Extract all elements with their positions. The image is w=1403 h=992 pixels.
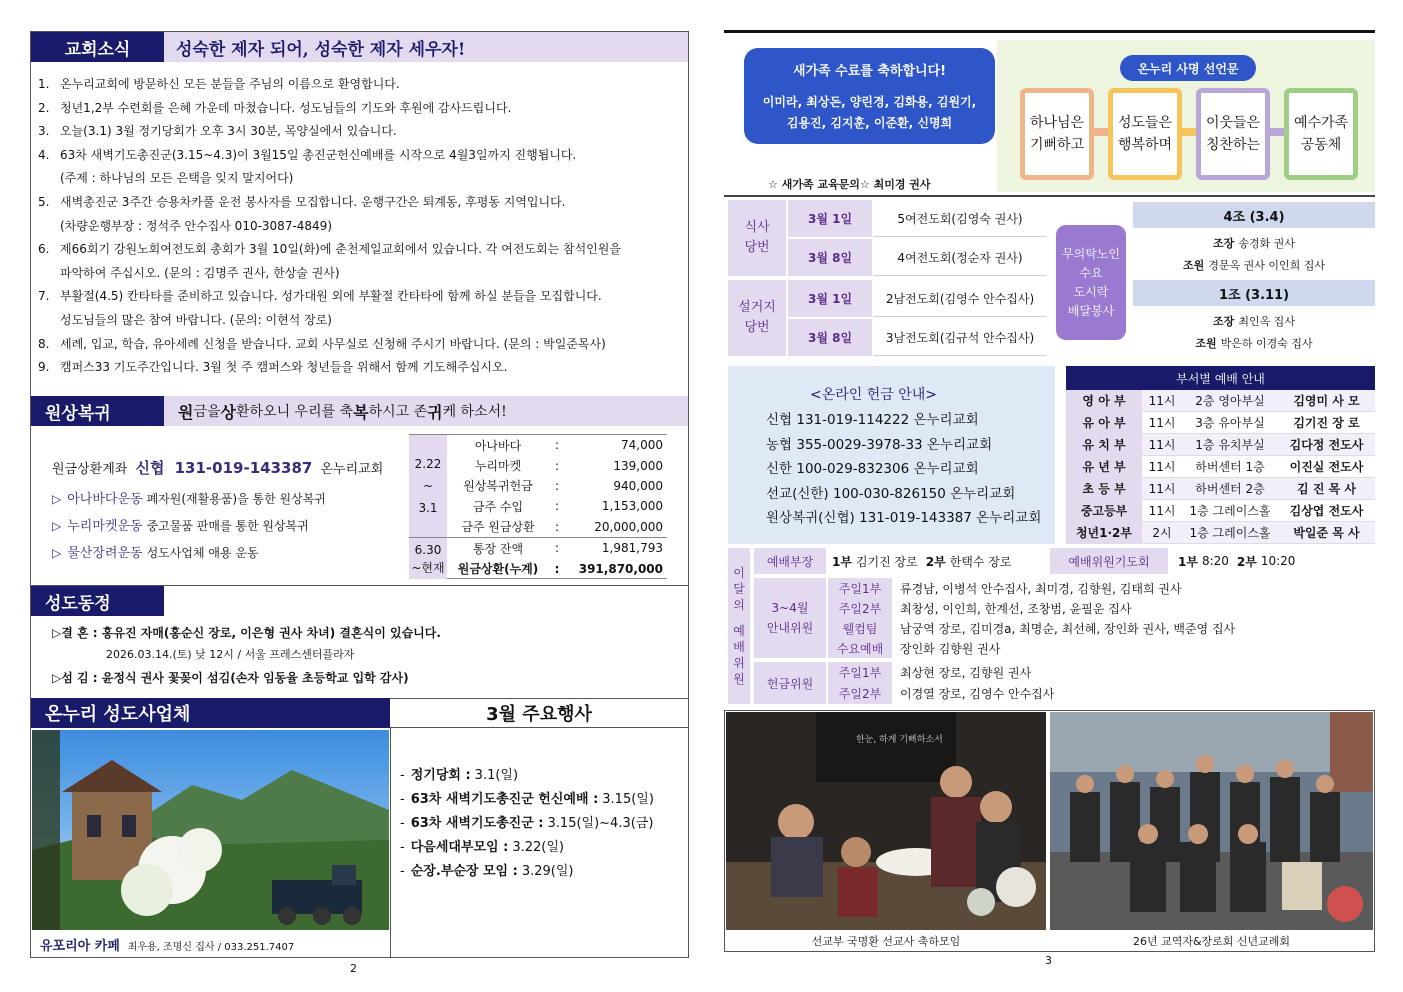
members-wedding: [52, 624, 441, 641]
repay-row-label: 금주 원금상환: [461, 520, 535, 535]
worship-guide-key: 웰컴팀: [828, 618, 892, 638]
right-mid-rule: [724, 195, 1375, 197]
wedding-text: 홍유진 자매(홍순신 장로, 이은형 권사 차녀) 결혼식이 있습니다.: [101, 626, 441, 640]
members-top-line: [31, 585, 688, 586]
duty-date: 3월 8일: [788, 239, 872, 276]
business-divider: [390, 728, 391, 958]
photo-2-svg: [1050, 712, 1373, 930]
lunch-member-role: 조원: [1195, 337, 1217, 350]
mission-item: [1020, 88, 1094, 180]
repay-row-label: 아나바다: [474, 438, 522, 453]
dept-cell: 하버센터 1층: [1195, 460, 1265, 474]
repay-row: [449, 517, 667, 537]
repay-bullet: [52, 540, 402, 567]
repay-row-label: 원금상환(누계): [457, 562, 539, 577]
dept-cell: 초 등 부: [1066, 478, 1142, 500]
wedding-label: ▷결 혼 :: [52, 626, 98, 640]
duty-date: 3월 1일: [788, 280, 872, 317]
mission-line-1: 예수가족: [1293, 115, 1349, 131]
dept-row: [1066, 456, 1375, 478]
dept-table: [1066, 366, 1375, 544]
lunch-member-line: [1133, 335, 1375, 351]
duty-table: [728, 200, 1046, 356]
repay-row-label: 누리마켓: [474, 459, 522, 474]
worship-side-char: 원: [733, 672, 745, 686]
worship-head-part: 1부: [832, 554, 852, 569]
event-label: 63차 새벽기도총진군 :: [410, 816, 544, 831]
news-item-text: 제66회기 강원노회여전도회 총회가 3월 10일(화)에 춘천제일교회에서 있습니다. 각 여전도회는 참석인원을: [60, 242, 621, 257]
event-dash: -: [400, 864, 405, 879]
worship-offer-value: 이경열 장로, 김영수 안수집사: [900, 687, 1055, 701]
events-section-title: 3월 주요행사: [390, 698, 688, 728]
duty-who: 5여전도회(김영숙 권사): [874, 200, 1046, 237]
repay-row-value: 1,153,000: [601, 499, 663, 514]
news-item-text: 새벽총진군 3주간 승용차카풀 운전 봉사자를 모집합니다. 운행구간은 퇴계동, 후평동 지역입니다.: [60, 194, 566, 209]
event-dash: -: [400, 840, 405, 855]
mission-connector: [1182, 128, 1196, 136]
news-item-line: [38, 215, 688, 239]
news-item-line: [38, 73, 688, 97]
lunch-member-line: [1133, 257, 1375, 273]
dept-row: [1066, 478, 1375, 500]
lunch-groups: [1133, 202, 1375, 358]
motto-part: 금을: [193, 404, 221, 420]
dept-cell: 11시: [1148, 394, 1176, 408]
news-item-text: 부활절(4.5) 칸타타를 준비하고 있습니다. 성가대원 외에 부활절 칸타타에 함께 하실 분들을 모집합니다.: [60, 289, 602, 304]
motto-part: 복: [353, 402, 369, 422]
photo-1-svg: [726, 712, 1046, 930]
cafe-name: 유포리아 카페: [40, 939, 120, 954]
period-text: ~현재: [411, 560, 445, 575]
motto-part: 상: [220, 402, 236, 422]
event-item: [400, 788, 685, 812]
offering-line: 신협 131-019-114222 온누리교회: [766, 412, 979, 428]
worship-side-char: 달: [733, 582, 745, 596]
worship-offer-key: 주일1부: [828, 662, 892, 683]
worship-guide-value: 최창성, 이인희, 한계선, 조창범, 윤필운 집사: [900, 601, 1132, 616]
worship-guide-key: 주일1부: [828, 578, 892, 598]
worship-prayer-value: [1178, 548, 1368, 574]
repay-row-value: 1,981,793: [601, 541, 663, 556]
repay-row-label: 금주 수입: [472, 499, 524, 514]
worship-guide-label: [754, 578, 826, 658]
duty-who: 3남전도회(김규석 안수집사): [874, 319, 1046, 356]
event-item: [400, 764, 685, 788]
duty-who: 2남전도회(김영수 안수집사): [874, 280, 1046, 317]
repay-table: [409, 434, 667, 579]
worship-side-char: 예: [733, 624, 745, 638]
dept-cell: 박일준 목 사: [1293, 526, 1360, 540]
offering-line: 농협 355-0029-3978-33 온누리교회: [766, 436, 993, 453]
dept-cell: 청년1·2부: [1066, 522, 1142, 544]
news-item-line: [38, 262, 688, 286]
news-item-line: [38, 285, 688, 309]
dept-cell: 3층 유아부실: [1195, 416, 1265, 430]
dept-cell: 중고등부: [1066, 500, 1142, 522]
dept-cell: 11시: [1148, 460, 1176, 474]
news-item-line: [38, 120, 688, 144]
news-item-text: 성도님들의 많은 참여 바랍니다. (문의: 이현석 장로): [60, 312, 332, 327]
news-item-text: 오늘(3.1) 3월 정기당회가 오후 3시 30분, 목양실에서 있습니다.: [60, 124, 397, 139]
dept-cell: 김다정 전도사: [1289, 438, 1364, 452]
dept-cell: 1층 그레이스홀: [1189, 526, 1271, 540]
period-text: 3.1: [418, 501, 438, 515]
news-item-text: 캠퍼스33 기도주간입니다. 3월 첫 주 캠퍼스와 청년들을 위해서 함께 기도해주십시오.: [60, 360, 508, 375]
news-item-line: [38, 144, 688, 168]
repay-row-colon: :: [554, 499, 560, 514]
news-item-line: [38, 356, 688, 380]
motto-part: 케 하소서!: [442, 404, 507, 420]
mission-line-2: 기뻐하고: [1029, 137, 1085, 153]
photo-2-caption: 26년 교역자&장로회 신년교례회: [1132, 935, 1291, 948]
offering-line: 선교(신한) 100-030-826150 온누리교회: [766, 485, 1016, 502]
news-item-text: 세례, 입교, 학습, 유아세례 신청을 받습니다. 교회 사무실로 신청해 주시기 바랍니다. (문의 : 박일준목사): [60, 336, 606, 351]
repay-row-value: 20,000,000: [594, 519, 663, 534]
worship-head-value: [832, 548, 1042, 574]
repay-motto-bar: [164, 396, 688, 426]
lunch-members: 경문옥 권사 이인희 집사: [1208, 259, 1325, 272]
lunch-leader-line: [1133, 313, 1375, 329]
worship-guide-value: 류경남, 이병석 안수집사, 최미경, 김향원, 김태희 권사: [900, 581, 1182, 596]
repay-bullet-name: 아나바다운동: [67, 492, 143, 507]
duty-who: 4여전도회(정순자 권사): [874, 239, 1046, 276]
lunch-leader-role: 조장: [1213, 315, 1235, 328]
right-page-number: 3: [1045, 954, 1052, 967]
news-item-line: [38, 167, 688, 191]
event-dash: -: [400, 816, 405, 831]
offering-line: 원상복귀(신협) 131-019-143387 온누리교회: [766, 510, 1042, 526]
event-label: 다음세대부모임 :: [410, 840, 509, 855]
repay-period-1: [409, 435, 447, 537]
lunch-label-line: 배달봉사: [1067, 303, 1115, 318]
event-item: [400, 836, 685, 860]
worship-head-part: 2부: [925, 554, 946, 569]
worship-prayer-part: 8:20: [1201, 554, 1229, 568]
worship-side-char: 배: [733, 640, 745, 654]
mission-title: 온누리 사명 선언문: [1120, 55, 1256, 81]
photo-2: [1050, 712, 1373, 930]
worship-side-char: 이: [733, 566, 745, 580]
mission-items: [1020, 88, 1372, 180]
repay-bullet-name: 누리마켓운동: [67, 519, 143, 534]
worship-offer-key: 주일2부: [828, 683, 892, 704]
repay-row-colon: :: [554, 458, 560, 473]
worship-guide-value: 남궁역 장로, 김미경a, 최명순, 최선혜, 장인화 권사, 백준영 집사: [900, 621, 1236, 636]
news-item-line: [38, 97, 688, 121]
news-item-number: 2.: [38, 100, 50, 115]
event-date: 3.29(일): [521, 864, 574, 879]
worship-guide-key: 주일2부: [828, 598, 892, 618]
worship-guide-label-line: 3~4월: [771, 601, 809, 615]
worship-offer-value: 최상현 장로, 김향원 권사: [900, 666, 1032, 680]
news-item-number: 4.: [38, 147, 50, 162]
worship-offer-label: 헌금위원: [754, 662, 826, 704]
dept-cell: 김영미 사 모: [1293, 394, 1360, 408]
dept-cell: 1층 유치부실: [1195, 438, 1265, 452]
dept-row: [1066, 390, 1375, 412]
repay-row-colon: :: [554, 478, 560, 493]
news-item-number: 7.: [38, 289, 50, 304]
members-thanks: [52, 669, 409, 686]
event-item: [400, 860, 685, 884]
lunch-group-head: 1조 (3.11): [1133, 280, 1375, 306]
repay-period-2: [409, 538, 447, 579]
worship-head-label: 예배부장: [754, 548, 826, 574]
repay-bullet-desc: 중고물품 판매를 통한 원상복귀: [146, 519, 309, 533]
repay-row: [449, 559, 667, 580]
lunch-label-line: 수요: [1079, 265, 1103, 280]
repay-row-colon: :: [554, 438, 560, 453]
lunch-leader-line: [1133, 235, 1375, 251]
event-item: [400, 812, 685, 836]
event-label: 63차 새벽기도총진군 헌신예배 :: [410, 792, 599, 807]
news-item-number: 8.: [38, 336, 50, 351]
photo-1: [726, 712, 1046, 930]
repay-row: [449, 538, 667, 559]
repay-account-number: 131-019-143387: [174, 459, 313, 477]
mission-connector: [1094, 128, 1108, 136]
lunch-label: [1056, 225, 1126, 340]
dept-row: [1066, 434, 1375, 456]
mission-item: [1284, 88, 1358, 180]
repay-section-title: 원상복귀: [31, 396, 164, 426]
mission-line-2: 행복하며: [1117, 137, 1173, 153]
news-item-line: [38, 333, 688, 357]
dept-cell: 11시: [1148, 504, 1176, 518]
mission-connector: [1270, 128, 1284, 136]
lunch-leader: 최인옥 집사: [1238, 315, 1295, 328]
offering-box: [728, 366, 1055, 544]
cafe-photo-svg: [32, 730, 389, 930]
event-date: 3.22(일): [512, 840, 564, 855]
lunch-members: 박은하 이경숙 집사: [1220, 337, 1313, 350]
dept-row: [1066, 500, 1375, 522]
repay-row-value: 74,000: [621, 438, 663, 453]
news-item-text: 청년1,2부 수련회를 은혜 가운데 마쳤습니다. 성도님들의 기도와 후원에 감사드립니다.: [60, 100, 512, 115]
duty-label: 설거지 당번: [728, 280, 786, 356]
newfamily-names-1: 이미라, 최상돈, 양린경, 김화용, 김원기,: [762, 95, 977, 109]
news-item-text: 온누리교회에 방문하신 모든 분들을 주님의 이름으로 환영합니다.: [60, 77, 400, 91]
bullet-arrow-icon: ▷: [52, 492, 62, 506]
news-item-number: 6.: [38, 242, 50, 257]
news-headline: 성숙한 제자 되어, 성숙한 제자 세우자!: [176, 39, 466, 60]
repay-bullet: [52, 513, 402, 540]
lunch-leader-role: 조장: [1213, 237, 1235, 250]
news-item-line: [38, 238, 688, 262]
news-item-number: 9.: [38, 360, 50, 375]
repay-bullet-desc: 폐자원(재활용품)을 통한 원상복귀: [146, 492, 326, 506]
photo-1-wall-text: 한눈, 하게 기뻐하소서: [856, 735, 943, 745]
worship-table: [728, 548, 1375, 704]
cafe-caption: [40, 935, 294, 954]
event-dash: -: [400, 792, 405, 807]
dept-cell: 하버센터 2층: [1195, 482, 1265, 496]
dept-cell: 김상엽 전도사: [1289, 504, 1364, 518]
business-section-title: 온누리 성도사업체: [31, 698, 390, 728]
dept-cell: 유 년 부: [1066, 456, 1142, 478]
duty-label: 식사 당번: [728, 200, 786, 276]
worship-guide-value: 장인화 김향원 권사: [900, 641, 1001, 656]
cafe-info: 최우용, 조명신 집사 / 033.251.7407: [127, 942, 295, 953]
thanks-label: ▷섬 김 :: [52, 671, 98, 685]
repay-row-colon: :: [554, 541, 560, 556]
lunch-label-line: 도시락: [1073, 284, 1109, 299]
repay-row: [449, 476, 667, 496]
repay-row-value: 940,000: [613, 478, 663, 493]
news-item-number: 3.: [38, 124, 50, 139]
event-date: 3.15(일): [602, 792, 654, 807]
right-top-rule: [724, 30, 1375, 33]
news-item-text: 파악하여 주십시오. (문의 : 김명주 권사, 한상술 권사): [60, 265, 340, 280]
mission-line-2: 칭찬하는: [1205, 137, 1261, 153]
worship-prayer-part: 2부: [1236, 554, 1257, 569]
cafe-photo: [32, 730, 389, 930]
left-page-number: 2: [350, 962, 357, 975]
dept-row: [1066, 522, 1375, 544]
offering-line: 신한 100-029-832306 온누리교회: [766, 461, 979, 477]
dept-cell: 1층 그레이스홀: [1189, 504, 1271, 518]
repay-account-line: [52, 457, 383, 478]
newfamily-title: 새가족 수료를 축하합니다!: [792, 64, 947, 79]
event-label: 순장.부순장 모임 :: [410, 864, 518, 879]
dept-cell: 2층 영아부실: [1195, 394, 1265, 408]
repay-row-colon: :: [554, 561, 560, 576]
members-section-title: 성도동정: [31, 586, 164, 616]
lunch-group-head: 4조 (3.4): [1133, 202, 1375, 228]
bullet-arrow-icon: ▷: [52, 519, 62, 533]
repay-row-colon: :: [554, 519, 560, 534]
lunch-group: [1133, 202, 1375, 280]
dept-row: [1066, 412, 1375, 434]
repay-row-label: 원상복귀헌금: [463, 479, 533, 494]
dept-title: 부서별 예배 안내: [1066, 366, 1375, 390]
news-item-number: 1.: [38, 77, 50, 91]
worship-prayer-part: 10:20: [1260, 554, 1296, 568]
duty-date: 3월 1일: [788, 200, 872, 237]
lunch-leader: 송경화 권사: [1238, 237, 1295, 250]
dept-cell: 11시: [1148, 482, 1176, 496]
events-list: [400, 764, 685, 884]
repay-account-owner: 온누리교회: [320, 462, 384, 477]
motto-part: 환하오니 우리를 축: [236, 404, 354, 420]
mission-line-1: 하나님은: [1029, 115, 1085, 131]
members-wedding-detail: 2026.03.14.(토) 낮 12시 / 서울 프레스센터플라자: [106, 648, 355, 661]
repay-bullet-name: 물산장려운동: [67, 546, 143, 561]
period-text: 6.30: [414, 542, 442, 557]
newfamily-box: [744, 48, 995, 144]
mission-line-1: 성도들은: [1117, 115, 1173, 131]
event-label: 정기당회 :: [410, 768, 471, 783]
worship-side-label: [728, 548, 750, 704]
worship-head-part: 한택수 장로: [949, 554, 1012, 569]
mission-line-1: 이웃들은: [1205, 115, 1261, 131]
news-headline-bar: [164, 32, 688, 62]
mission-item: [1196, 88, 1270, 180]
repay-bullet-desc: 성도사업체 애용 운동: [146, 546, 259, 560]
repay-bullet: [52, 486, 402, 513]
dept-cell: 11시: [1148, 438, 1176, 452]
dept-cell: 김기진 장 로: [1293, 416, 1360, 430]
offering-lines: [766, 408, 1041, 531]
news-item-line: [38, 191, 688, 215]
duty-date: 3월 8일: [788, 319, 872, 356]
repay-row-label: 통장 잔액: [472, 541, 524, 556]
mission-line-2: 공동체: [1300, 137, 1342, 153]
dept-cell: 이진실 전도사: [1289, 460, 1364, 474]
news-item-text: (주제 : 하나님의 모든 은택을 잊지 말지어다): [60, 171, 294, 186]
repay-row: [449, 496, 667, 516]
worship-side-char: 위: [733, 656, 745, 670]
news-section-title: 교회소식: [31, 32, 164, 62]
repay-bank: 신협: [135, 459, 165, 477]
motto-part: 귀: [427, 402, 443, 422]
worship-prayer-label: 예배위원기도회: [1050, 548, 1168, 574]
news-list: [38, 73, 688, 380]
worship-guide-label-line: 안내위원: [766, 621, 814, 635]
period-text: 2.22: [414, 457, 442, 471]
dept-cell: 영 아 부: [1066, 390, 1142, 412]
dept-cell: 11시: [1148, 416, 1176, 430]
dept-cell: 김 진 목 사: [1297, 482, 1356, 496]
repay-row-value: 391,870,000: [578, 561, 663, 576]
motto-part: 하시고 존: [368, 404, 428, 420]
lunch-member-role: 조원: [1182, 259, 1205, 272]
news-item-text: (차량운행부장 : 정석주 안수집사 010-3087-4849): [60, 218, 333, 233]
repay-account-label: 원금상환계좌: [52, 462, 128, 477]
motto-part: 원: [178, 402, 194, 422]
repay-row-value: 139,000: [613, 458, 663, 473]
lunch-group: [1133, 280, 1375, 358]
bullet-arrow-icon: ▷: [52, 546, 62, 560]
lunch-label-line: 무의탁노인: [1062, 246, 1120, 261]
offering-title: <온라인 헌금 안내>: [810, 387, 938, 403]
repay-row: [449, 455, 667, 475]
event-date: 3.1(일): [474, 768, 519, 783]
period-text: ~: [422, 479, 434, 493]
event-date: 3.15(일)~4.3(금): [547, 816, 654, 831]
repay-bullets: [52, 486, 402, 567]
news-item-number: 5.: [38, 194, 50, 209]
repay-row: [449, 435, 667, 455]
news-item-line: [38, 309, 688, 333]
event-dash: -: [400, 768, 405, 783]
dept-cell: 2시: [1152, 526, 1172, 540]
worship-prayer-part: 1부: [1178, 554, 1198, 569]
worship-side-char: 의: [733, 598, 745, 612]
photo-1-caption: 선교부 국명환 선교사 축하모임: [811, 935, 961, 948]
newfamily-contact: ☆ 새가족 교육문의☆ 최미경 권사: [768, 178, 931, 191]
news-item-text: 63차 새벽기도총진군(3.15~4.3)이 3월15일 총진군헌신예배를 시작으로 4월3일까지 진행됩니다.: [60, 147, 577, 162]
thanks-text: 윤정식 권사 꽃꽂이 섬김(손자 임동율 초등학교 입학 감사): [101, 671, 409, 685]
newfamily-names-2: 김용진, 김지훈, 이준환, 신명희: [786, 116, 953, 130]
mission-item: [1108, 88, 1182, 180]
worship-head-part: 김기진 장로: [855, 554, 918, 569]
dept-cell: 유 아 부: [1066, 412, 1142, 434]
worship-guide-key: 수요예배: [828, 638, 892, 658]
dept-cell: 유 치 부: [1066, 434, 1142, 456]
